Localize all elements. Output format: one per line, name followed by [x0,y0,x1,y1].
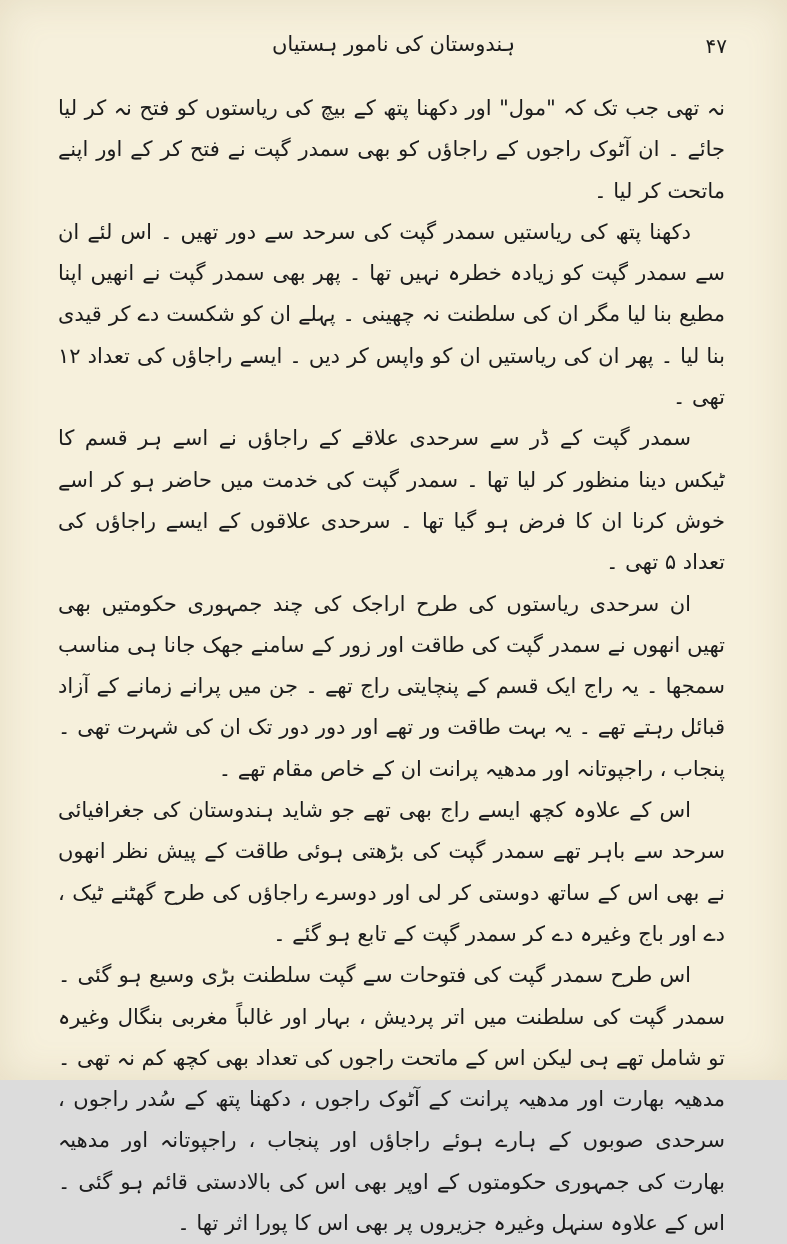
body-text [58,88,725,1244]
paragraph: اس طرح سمدر گپت کی فتوحات سے گپت سلطنت بڑی وسیع ہو گئی ۔ سمدر گپت کی سلطنت میں اتر پردیش ، بہار اور غالباً مغربی بنگال وغیرہ تو شامل تھے ہی لیکن اس کے ماتحت راجوں کی تعداد بھی کچھ کم نہ تھی ۔ مدھیہ بھارت اور مدھیہ پرانت کے آٹوک راجوں ، دکھنا پتھ کے سُدر راجوں ، سرحدی صوبوں کے ہارے ہوئے راجاؤں اور پنجاب ، راجپوتانہ اور مدھیہ بھارت کی جمہوری حکومتوں کے اوپر بھی اس کی بالادستی قائم ہو گئی ۔ اس کے علاوہ سنہل وغیرہ جزیروں پر بھی اس کا پورا اثر تھا ۔ [58,963,725,1236]
paragraph: اس کے علاوہ کچھ ایسے راج بھی تھے جو شاید ہندوستان کی جغرافیائی سرحد سے باہر تھے سمدر گپت کی بڑھتی ہوئی طاقت کے پیش نظر انھوں نے بھی اس کے ساتھ دوستی کر لی اور دوسرے راجاؤں کی طرح گھٹنے ٹیک ، دے اور باج وغیرہ دے کر سمدر گپت کے تابع ہو گئے ۔ [58,798,725,946]
running-title: ہندوستان کی نامور ہستیاں [271,32,516,56]
page-number: ۴۷ [705,34,727,58]
paragraph: ان سرحدی ریاستوں کی طرح اراجک کی چند جمہوری حکومتیں بھی تھیں انھوں نے سمدر گپت کی طاقت اور زور کے سامنے جھک جانا ہی مناسب سمجھا ۔ یہ راج ایک قسم کے پنچایتی راج تھے ۔ جن میں پرانے زمانے کے آزاد قبائل رہتے تھے ۔ یہ بہت طاقت ور تھے اور دور دور تک ان کی شہرت تھی ۔ پنجاب ، راجپوتانہ اور مدھیہ پرانت ان کے خاص مقام تھے ۔ [58,591,725,781]
paragraph: سمدر گپت کے ڈر سے سرحدی علاقے کے راجاؤں نے اسے ہر قسم کا ٹیکس دینا منظور کر لیا تھا ۔ سمدر گپت کی خدمت میں حاضر ہو کر اسے خوش کرنا ان کا فرض ہو گیا تھا ۔ سرحدی علاقوں کے ایسے راجاؤں کی تعداد ۵ تھی ۔ [58,426,725,575]
page-header [60,30,727,66]
paragraph: نہ تھی جب تک کہ "مول" اور دکھنا پتھ کے بیچ کی ریاستوں کو فتح نہ کر لیا جائے ۔ ان آٹوک راجوں کے راجاؤں کو بھی سمدر گپت نے فتح کر کے اور اپنے ماتحت کر لیا ۔ [58,96,725,203]
paragraph: دکھنا پتھ کی ریاستیں سمدر گپت کی سرحد سے دور تھیں ۔ اس لئے ان سے سمدر گپت کو زیادہ خطرہ نہیں تھا ۔ پھر بھی سمدر گپت نے انھیں اپنا مطیع بنا لیا مگر ان کی سلطنت نہ چھینی ۔ پہلے ان کو شکست دے کر قیدی بنا لیا ۔ پھر ان کی ریاستیں ان کو واپس کر دیں ۔ ایسے راجاؤں کی تعداد ۱۲ تھی ۔ [58,219,725,410]
